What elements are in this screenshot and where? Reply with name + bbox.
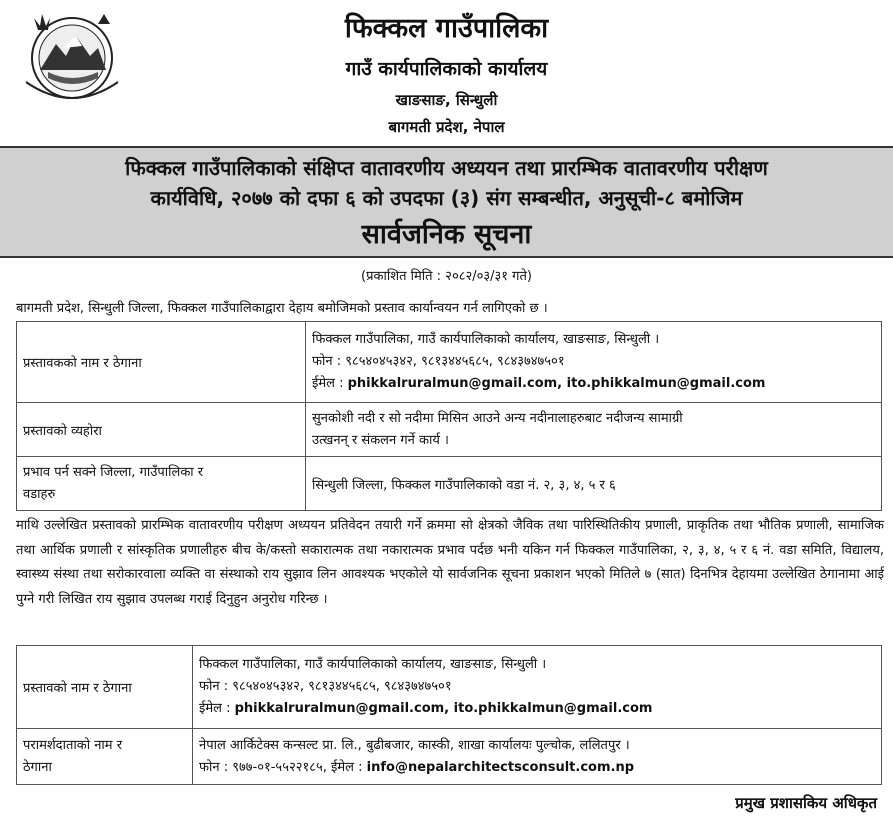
consultant-phone: फोन : ९७७-०१-५५२२१८५, ईमेल : [199,759,363,775]
municipality-name: फिक्कल गाउँपालिका [344,13,549,44]
proponent-email-line [312,373,875,395]
proposal-contact-value [193,646,882,729]
consultant-label [17,729,193,785]
proposal-contact-label: प्रस्तावको नाम र ठेगाना [17,646,193,729]
contact-email-line [199,698,875,720]
proponent-value [306,322,882,403]
notice-title: सार्वजनिक सूचना [361,219,532,250]
affected-area-value: सिन्धुली जिल्ला, फिक्कल गाउँपालिकाको वडा नं. २, ३, ४, ५ र ६ [306,457,882,511]
table-row [17,729,882,785]
office-location: खाङसाङ, सिन्धुली [395,91,498,109]
proposal-subject-value [306,403,882,457]
consultant-value [193,729,882,785]
proposal-subject-label: प्रस्तावको व्यहोरा [17,403,306,457]
proposal-subject-line-2: उत्खनन् र संकलन गर्ने कार्य । [312,432,449,448]
consultant-label-line-1: परामर्शदाताको नाम र [23,737,123,753]
consultant-email: info@nepalarchitectsconsult.com.np [366,759,635,775]
proposal-subject-line-1: सुनकोशी नदी र सो नदीमा मिसिन आउने अन्य नदीनालाहरुबाट नदीजन्य सामाग्री [312,410,683,426]
email-label: ईमेल : [199,701,231,716]
consultant-address: नेपाल आर्किटेक्स कन्सल्ट प्रा. लि., बुढीबजार, कास्की, शाखा कार्यालयः पुल्चोक, ललितपुर । [199,737,630,753]
contact-table [16,645,882,785]
notice-banner [0,146,893,258]
affected-area-label-line-1: प्रभाव पर्न सक्ने जिल्ला, गाउँपालिका र [23,464,204,480]
banner-line-1: फिक्कल गाउँपालिकाको संक्षिप्त वातावरणीय अध्ययन तथा प्रारम्भिक वातावरणीय परीक्षण [125,156,768,180]
affected-area-label-line-2: वडाहरु [23,486,56,502]
table-row [17,457,882,511]
contact-address: फिक्कल गाउँपालिका, गाउँ कार्यपालिकाको कार्यालय, खाङसाङ, सिन्धुली । [199,657,547,672]
proponent-phone: फोन : ९८५४०४५३४२, ९८१३४४५६८५, ९८४३७४७५०१ [312,354,565,369]
table-row [17,322,882,403]
table-row [17,403,882,457]
contact-email: phikkalruralmun@gmail.com, ito.phikkalmun@gmail.com [234,701,653,716]
notice-paragraph: माथि उल्लेखित प्रस्तावको प्रारम्भिक वातावरणीय परीक्षण अध्ययन प्रतिवेदन तयारी गर्ने क्रममा सो क्षेत्रको जैविक तथा पारिस्थितिकीय प्रणाली, प्राकृतिक तथा भौतिक प्रणाली, सामाजिक तथा आर्थिक प्रणाली र सांस्कृतिक प्रणालीहरु बीच के/कस्तो सकारात्मक तथा नकारात्मक प्रभाव पर्दछ भनी यकिन गर्न फिक्कल गाउँपालिका, २, ३, ४, ५ र ६ नं. वडा समिति, विद्यालय, स्वास्थ्य संस्था तथा सरोकारवाला व्यक्ति वा संस्थाको राय सुझाव लिन आवश्यक भएकोले यो सार्वजनिक सूचना प्रकाशन भएको मितिले ७ (सात) दिनभित्र देहायमा उल्लेखित ठेगानामा आई पुग्ने गरी लिखित राय सुझाव उपलब्ध गराई दिनुहुन अनुरोध गरिन्छ । [16,518,884,607]
letterhead [0,0,893,145]
banner-line-2: कार्यविधि, २०७७ को दफा ६ को उपदफा (३) संग सम्बन्धीत, अनुसूची-८ बमोजिम [150,186,743,210]
email-label: ईमेल : [312,376,344,391]
table-row [17,646,882,729]
proposal-details-table [16,321,882,511]
consultant-contact-line [199,757,875,779]
office-name: गाउँ कार्यपालिकाको कार्यालय [345,58,548,80]
proponent-email: phikkalruralmun@gmail.com, ito.phikkalmun@gmail.com [347,376,766,391]
affected-area-label [17,457,306,511]
consultant-label-line-2: ठेगाना [23,759,52,775]
proponent-label: प्रस्तावकको नाम र ठेगाना [17,322,306,403]
published-date: (प्रकाशित मिति : २०८२/०३/३१ गते) [361,269,532,284]
province-name: बागमती प्रदेश, नेपाल [388,118,505,136]
proponent-address: फिक्कल गाउँपालिका, गाउँ कार्यपालिकाको कार्यालय, खाङसाङ, सिन्धुली । [312,332,660,347]
signatory-title: प्रमुख प्रशासकिय अधिकृत [735,794,877,812]
contact-phone: फोन : ९८५४०४५३४२, ९८१३४४५६८५, ९८४३७४७५०१ [199,679,452,694]
intro-text: बागमती प्रदेश, सिन्धुली जिल्ला, फिक्कल गाउँपालिकाद्वारा देहाय बमोजिमको प्रस्ताव कार्यान्वयन गर्न लागिएको छ । [16,301,548,316]
